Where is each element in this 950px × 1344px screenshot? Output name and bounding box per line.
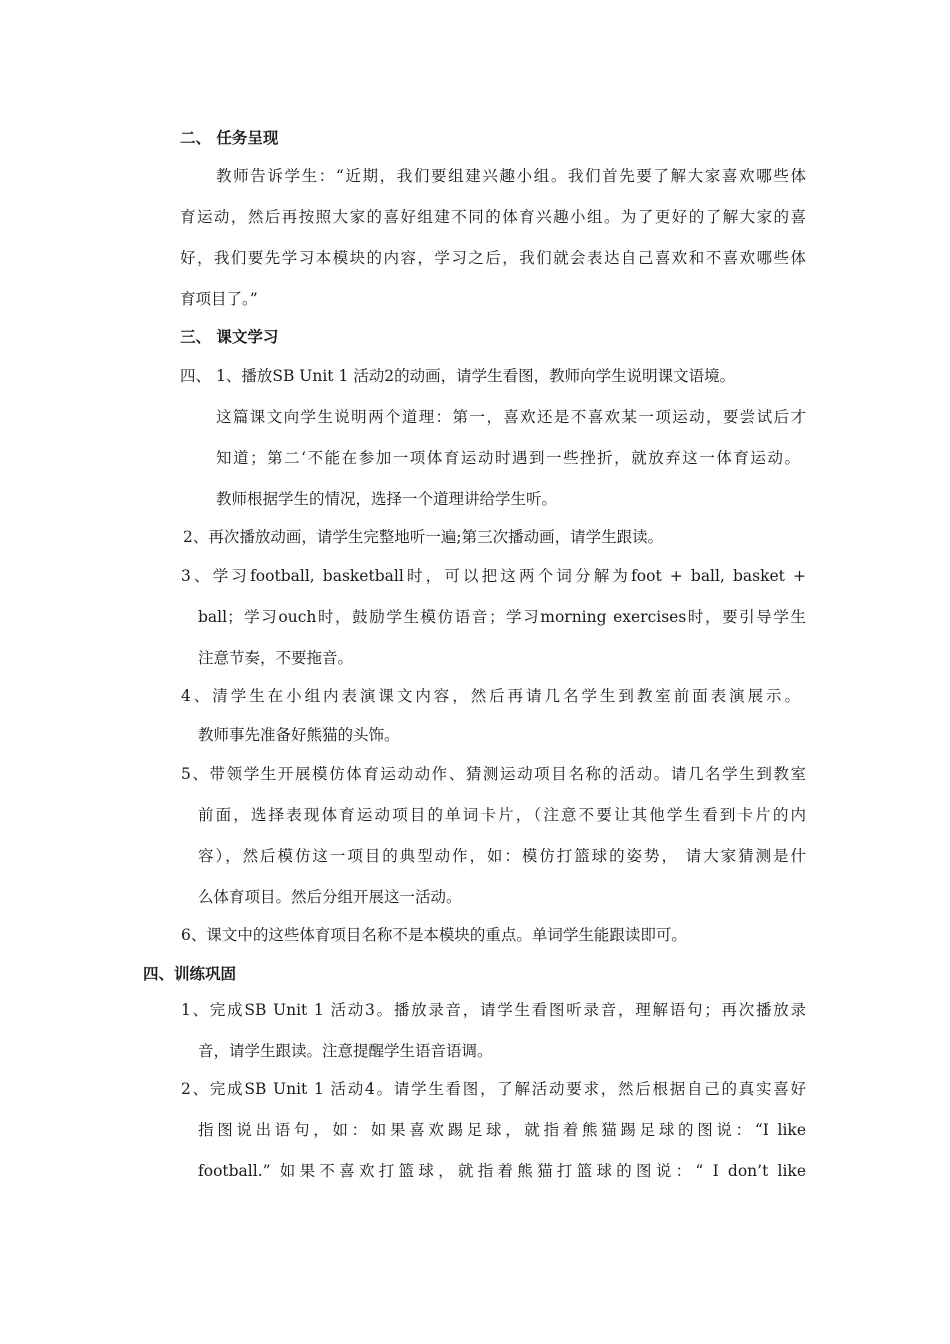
step-line: 前面，选择表现体育运动项目的单词卡片，（注意不要让其他学生看到卡片的内	[198, 806, 806, 824]
paragraph-line: 育项目了。”	[180, 290, 258, 308]
step-line: 5、带领学生开展模仿体育运动动作、猜测运动项目名称的活动。请几名学生到教室	[181, 765, 806, 783]
step-line: 3、学习football, basketball时，可以把这两个词分解为foot + ball, basket +	[181, 567, 806, 585]
step-line: 么体育项目。然后分组开展这一活动。	[198, 888, 462, 906]
practice-line: 指图说出语句，如：如果喜欢踢足球，就指着熊猫踢足球的图说：“I like	[198, 1121, 806, 1139]
section-heading-task: 二、 任务呈现	[180, 129, 279, 147]
step-line: 注意节奏，不要拖音。	[198, 649, 354, 667]
practice-line: 2、完成SB Unit 1 活动4。请学生看图，了解活动要求，然后根据自己的真实喜好	[181, 1080, 806, 1098]
step-line: 1、播放SB Unit 1 活动2的动画，请学生看图，教师向学生说明课文语境。	[216, 367, 736, 385]
paragraph-line: 育运动，然后再按照大家的喜好组建不同的体育兴趣小组。为了更好的了解大家的喜	[180, 208, 806, 226]
paragraph-line: 好，我们要先学习本模块的内容，学习之后，我们就会表达自己喜欢和不喜欢哪些体	[180, 249, 806, 267]
step-line: 教师事先准备好熊猫的头饰。	[198, 726, 400, 744]
step-line: ball；学习ouch时，鼓励学生模仿语音；学习morning exercises时，要引导学生	[198, 608, 806, 626]
step-line: 2、再次播放动画，请学生完整地听一遍;第三次播动画，请学生跟读。	[183, 528, 664, 546]
step-line: 容），然后模仿这一项目的典型动作，如：模仿打篮球的姿势， 请大家猜测是什	[198, 847, 806, 865]
step-line: 知道；第二‘不能在参加一项体育运动时遇到一些挫折，就放弃这一体育运动。	[216, 449, 800, 467]
step-line: 6、课文中的这些体育项目名称不是本模块的重点。单词学生能跟读即可。	[181, 926, 687, 944]
step-line: 这篇课文向学生说明两个道理：第一，喜欢还是不喜欢某一项运动，要尝试后才	[216, 408, 806, 426]
practice-line: 1、完成SB Unit 1 活动3。播放录音，请学生看图听录音，理解语句；再次播放录	[181, 1001, 806, 1019]
section-heading-practice: 四、训练巩固	[143, 965, 237, 983]
step-line: 4、清学生在小组内表演课文内容，然后再请几名学生到教室前面表演展示。	[181, 687, 800, 705]
practice-line: football.” 如果不喜欢打篮球，就指着熊猫打篮球的图说：“ I don’t like	[198, 1162, 806, 1180]
step-line: 教师根据学生的情况，选择一个道理讲给学生听。	[216, 490, 558, 508]
section-heading-text-study: 三、 课文学习	[180, 328, 279, 346]
paragraph-line: 教师告诉学生：“近期，我们要组建兴趣小组。我们首先要了解大家喜欢哪些体	[216, 167, 806, 185]
practice-line: 音，请学生跟读。注意提醒学生语音语调。	[198, 1042, 493, 1060]
list-prefix: 四、	[180, 367, 212, 385]
